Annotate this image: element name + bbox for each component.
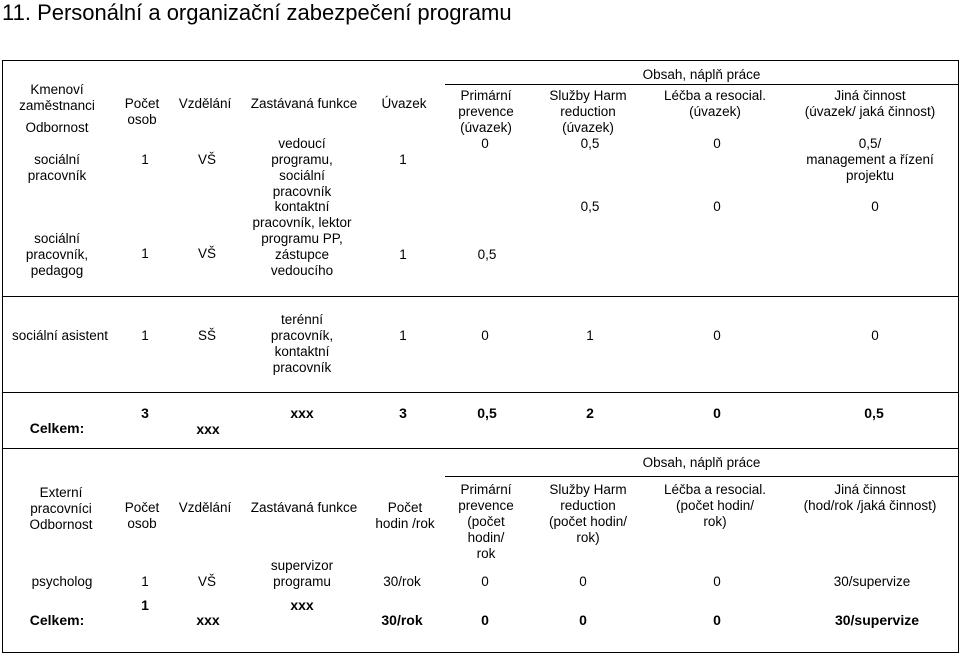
r1-primarni: 0 — [481, 136, 489, 151]
t2-r1-primarni: 0 — [481, 574, 489, 589]
r3-pocet: 1 — [141, 328, 149, 343]
r3-lecba: 0 — [713, 328, 721, 343]
t2-total-funkce: xxx — [290, 597, 314, 613]
total-pocet: 3 — [141, 405, 149, 421]
col-header-vzdelani: Vzdělání — [178, 96, 232, 111]
r1-lecba: 0 — [713, 136, 721, 151]
t2-r1-funkce: supervizor programu — [270, 558, 334, 589]
col-header-jina: Jiná činnost (úvazek/ jaká činnost) — [804, 88, 936, 119]
page-title: 11. Personální a organizační zabezpečení programu — [2, 0, 512, 25]
t2-r1-jina: 30/supervize — [833, 574, 911, 589]
r3-jina: 0 — [871, 328, 879, 343]
total-label: Celkem: — [29, 420, 85, 436]
total-jina: 0,5 — [864, 405, 884, 421]
r1-odbornost: sociální pracovník — [27, 152, 87, 183]
t2-col-header-funkce: Zastávaná funkce — [250, 500, 358, 515]
t2-r1-harm: 0 — [579, 574, 587, 589]
t2-total-vzdelani: xxx — [196, 612, 220, 628]
t2-r1-hodin: 30/rok — [383, 574, 421, 589]
t2-col-header-primarni: Primární prevence (počet hodin/ rok — [458, 482, 514, 561]
t2-total-label: Celkem: — [29, 612, 85, 628]
t2-col-header-lecba: Léčba a resocial. (počet hodin/ rok) — [663, 482, 767, 529]
t2-col-header-obsah: Obsah, náplň práce — [642, 455, 761, 470]
t2-col-header-staff: Externí pracovníci Odbornost — [29, 485, 93, 532]
total-harm: 2 — [586, 405, 594, 421]
r2-vzdelani: VŠ — [197, 246, 216, 261]
r1-pocet: 1 — [141, 152, 149, 167]
col-header-primarni: Primární prevence (úvazek) — [458, 88, 514, 135]
r2-lecba: 0 — [713, 199, 721, 214]
r3-vzdelani: SŠ — [197, 328, 216, 343]
r3-funkce: terénní pracovník, kontaktní pracovník — [270, 312, 334, 375]
r2-harm: 0,5 — [580, 199, 600, 214]
r2-odbornost: sociální pracovník, pedagog — [25, 231, 89, 278]
r1-uvazek: 1 — [399, 152, 407, 167]
r2-uvazek: 1 — [399, 247, 407, 262]
t2-r1-vzdelani: VŠ — [197, 574, 216, 589]
r2-pocet: 1 — [141, 246, 149, 261]
t2-r1-odbornost: psycholog — [31, 574, 93, 589]
r3-primarni: 0 — [481, 328, 489, 343]
t2-r1-pocet: 1 — [141, 574, 149, 589]
t2-col-header-vzdelani: Vzdělání — [178, 500, 232, 515]
total-vzdelani: xxx — [196, 421, 220, 437]
r3-harm: 1 — [586, 328, 594, 343]
col-header-pocet: Počet osob — [124, 96, 160, 127]
r1-harm: 0,5 — [580, 136, 600, 151]
r3-odbornost: sociální asistent — [11, 328, 109, 343]
col-header-staff: Kmenoví zaměstnanci — [19, 82, 95, 113]
r1-vzdelani: VŠ — [197, 152, 216, 167]
t2-total-harm: 0 — [579, 612, 587, 628]
r2-funkce: kontaktní pracovník, lektor programu PP, zástupce vedoucího — [252, 199, 352, 278]
col-header-lecba: Léčba a resocial. (úvazek) — [663, 88, 767, 119]
r3-uvazek: 1 — [399, 328, 407, 343]
t2-r1-lecba: 0 — [713, 574, 721, 589]
t2-total-primarni: 0 — [481, 612, 489, 628]
r2-jina: 0 — [871, 199, 879, 214]
r2-primarni: 0,5 — [477, 247, 497, 262]
t2-col-header-hodin: Počet hodin /rok — [375, 500, 435, 531]
t2-col-header-jina: Jiná činnost (hod/rok /jaká činnost) — [803, 482, 937, 513]
t2-total-pocet: 1 — [141, 597, 149, 613]
t2-col-header-harm: Služby Harm reduction (počet hodin/ rok) — [548, 482, 628, 545]
total-uvazek: 3 — [399, 405, 407, 421]
r1-funkce: vedoucí programu, sociální pracovník — [271, 136, 333, 199]
col-header-obsah: Obsah, náplň práce — [642, 67, 761, 82]
t2-total-lecba: 0 — [713, 612, 721, 628]
total-lecba: 0 — [713, 405, 721, 421]
col-header-funkce: Zastávaná funkce — [250, 96, 358, 111]
t2-total-jina: 30/supervize — [834, 612, 920, 628]
col-header-harm: Služby Harm reduction (úvazek) — [549, 88, 627, 135]
col-header-uvazek: Úvazek — [381, 96, 427, 111]
total-funkce: xxx — [290, 405, 314, 421]
total-primarni: 0,5 — [477, 405, 497, 421]
r1-jina: 0,5/ management a řízení projektu — [806, 136, 934, 183]
t2-col-header-pocet: Počet osob — [124, 500, 160, 531]
t2-total-hodin: 30/rok — [381, 612, 423, 628]
col-header-odbornost: Odbornost — [25, 120, 89, 135]
